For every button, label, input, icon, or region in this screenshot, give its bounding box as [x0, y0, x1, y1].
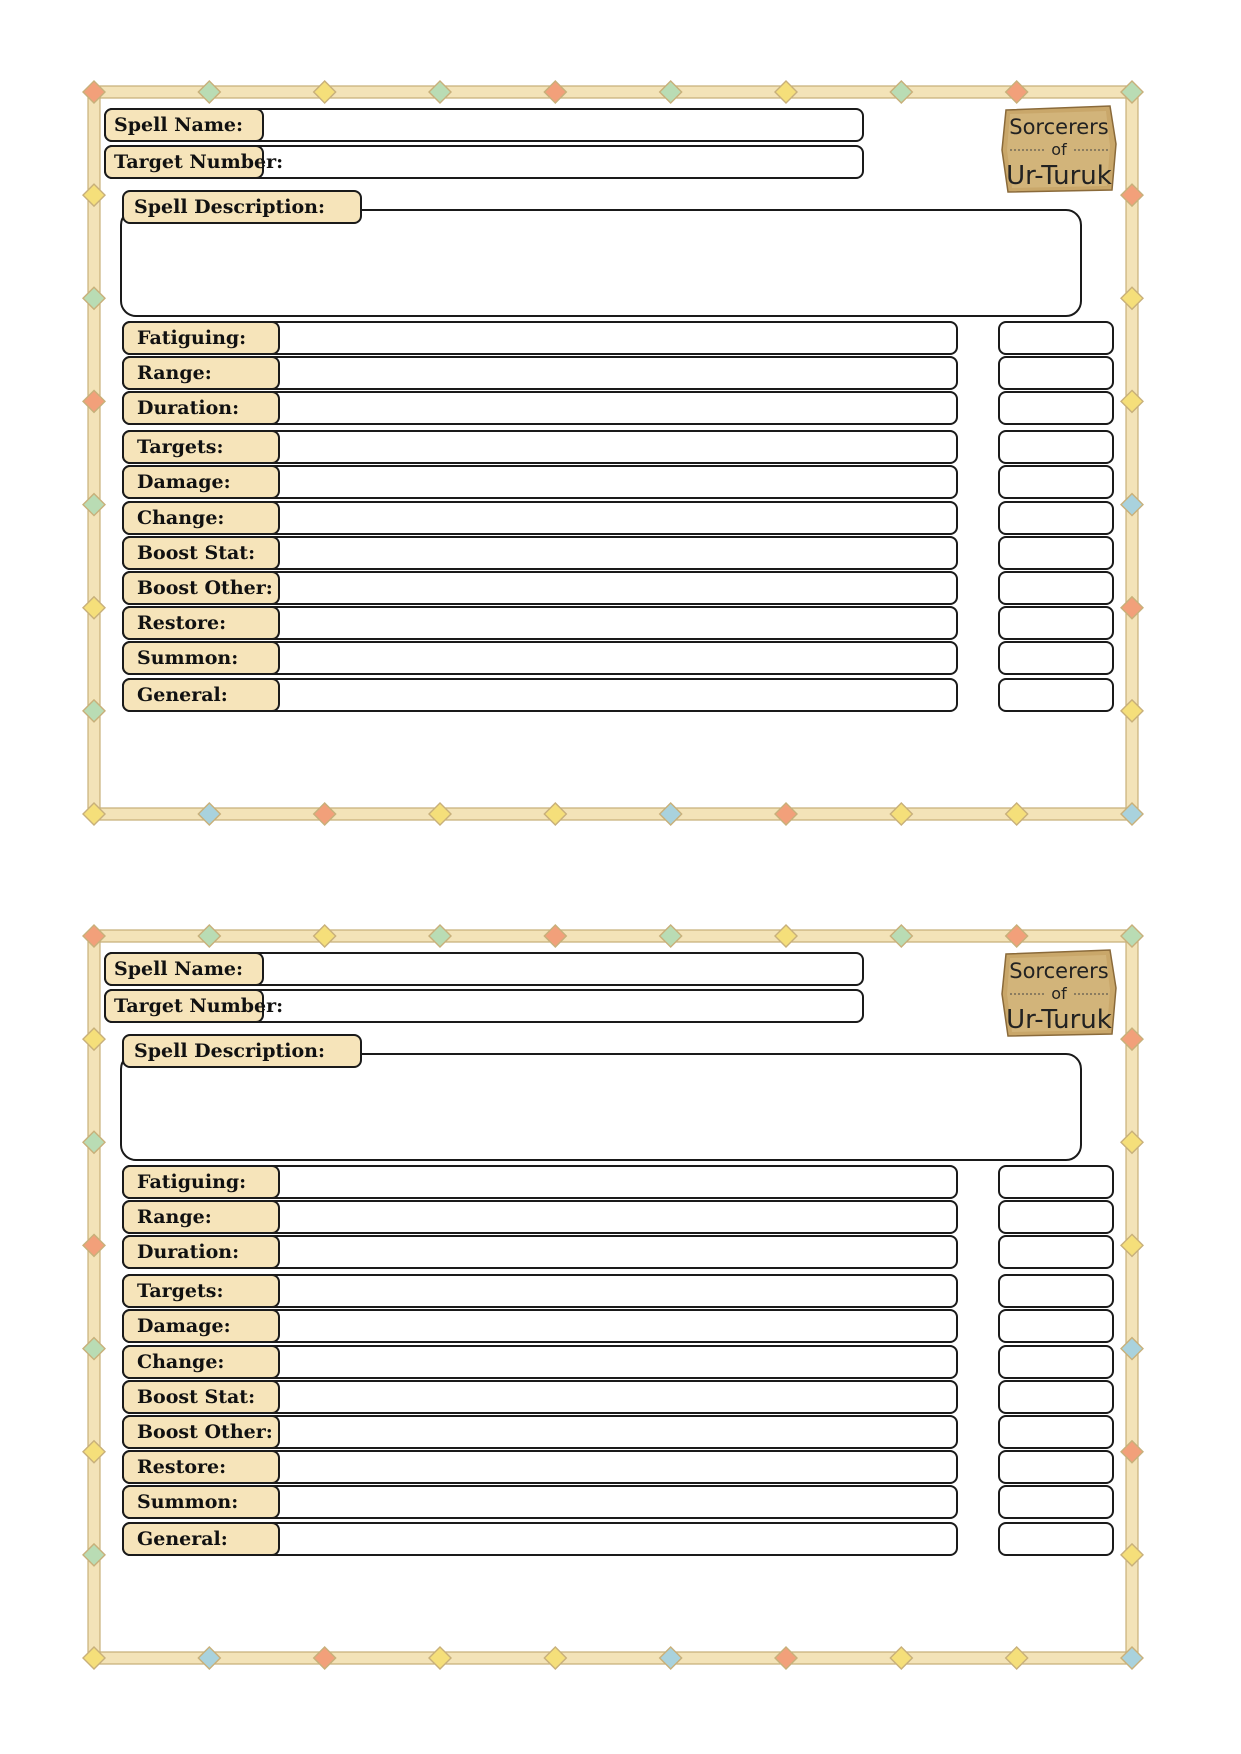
- frame-gem: [198, 925, 220, 947]
- frame-gem: [83, 1544, 105, 1566]
- tn-input-restore[interactable]: [998, 1450, 1114, 1484]
- frame-gem: [314, 81, 336, 103]
- frame-gem: [1121, 1338, 1143, 1360]
- frame-gem: [429, 81, 451, 103]
- condition-row-fatiguing[interactable]: [122, 321, 958, 355]
- tn-input-boost-stat[interactable]: [998, 1380, 1114, 1414]
- sorcerers-of-ur-turuk-logo: [1000, 948, 1118, 1038]
- frame-gem: [544, 925, 566, 947]
- tn-input-general[interactable]: [998, 678, 1114, 712]
- frame-gem: [83, 287, 105, 309]
- frame-gem: [1121, 925, 1143, 947]
- logo-line-2: of: [1051, 984, 1067, 1003]
- spell-card-2: [82, 922, 1158, 1678]
- tn-input-range[interactable]: [998, 1200, 1114, 1234]
- condition-row-duration[interactable]: [122, 1235, 958, 1269]
- frame-gem: [1121, 1441, 1143, 1463]
- condition-row-range[interactable]: [122, 1200, 958, 1234]
- logo-parchment: [1000, 104, 1118, 194]
- condition-row-fatiguing[interactable]: [122, 1165, 958, 1199]
- frame-gem: [544, 81, 566, 103]
- frame-gem: [83, 597, 105, 619]
- tn-input-damage[interactable]: [998, 465, 1114, 499]
- frame-gem: [83, 1441, 105, 1463]
- logo-line-2: of: [1051, 140, 1067, 159]
- frame-gem: [429, 925, 451, 947]
- sorcerers-of-ur-turuk-logo: [1000, 104, 1118, 194]
- frame-gem: [890, 803, 912, 825]
- frame-gem: [314, 803, 336, 825]
- condition-label-restore: Restore:: [122, 1450, 280, 1484]
- condition-label-restore: Restore:: [122, 606, 280, 640]
- frame-gem: [660, 81, 682, 103]
- spell-description-label: Spell Description:: [122, 1034, 362, 1068]
- condition-label-summon: Summon:: [122, 641, 280, 675]
- frame-gem: [775, 925, 797, 947]
- frame-gem: [660, 1647, 682, 1669]
- frame-gem: [775, 1647, 797, 1669]
- frame-gem: [83, 925, 105, 947]
- condition-row-restore[interactable]: [122, 1450, 958, 1484]
- spell-description-input[interactable]: [120, 1053, 1082, 1161]
- frame-gem: [83, 184, 105, 206]
- tn-input-targets[interactable]: [998, 430, 1114, 464]
- frame-gem: [1121, 597, 1143, 619]
- condition-row-boost-stat[interactable]: [122, 536, 958, 570]
- frame-gem: [1121, 1131, 1143, 1153]
- tn-input-boost-stat[interactable]: [998, 536, 1114, 570]
- frame-gem: [83, 390, 105, 412]
- tn-input-summon[interactable]: [998, 641, 1114, 675]
- frame-gem: [1121, 184, 1143, 206]
- condition-label-damage: Damage:: [122, 1309, 280, 1343]
- condition-row-summon[interactable]: [122, 641, 958, 675]
- frame-gem: [83, 1338, 105, 1360]
- condition-row-change[interactable]: [122, 1345, 958, 1379]
- condition-label-boost-stat: Boost Stat:: [122, 1380, 280, 1414]
- target-number-label: Target Number:: [104, 145, 264, 179]
- logo-line-1: Sorcerers: [1009, 115, 1109, 139]
- frame-gem: [1121, 700, 1143, 722]
- spell-name-label: Spell Name:: [104, 952, 264, 986]
- frame-gem: [1006, 925, 1028, 947]
- tn-input-targets[interactable]: [998, 1274, 1114, 1308]
- frame-gem: [1121, 287, 1143, 309]
- frame-gem: [83, 700, 105, 722]
- condition-row-general[interactable]: [122, 678, 958, 712]
- tn-input-duration[interactable]: [998, 1235, 1114, 1269]
- spell-name-label: Spell Name:: [104, 108, 264, 142]
- tn-input-boost-other[interactable]: [998, 571, 1114, 605]
- frame-gem: [1121, 390, 1143, 412]
- condition-label-boost-other: Boost Other:: [122, 1415, 280, 1449]
- tn-input-boost-other[interactable]: [998, 1415, 1114, 1449]
- frame-gem: [198, 81, 220, 103]
- condition-label-targets: Targets:: [122, 1274, 280, 1308]
- spell-name-field[interactable]: [104, 952, 864, 986]
- condition-row-change[interactable]: [122, 501, 958, 535]
- frame-gem: [1121, 1647, 1143, 1669]
- frame-gem: [314, 925, 336, 947]
- tn-input-damage[interactable]: [998, 1309, 1114, 1343]
- frame-gem: [83, 81, 105, 103]
- tn-input-restore[interactable]: [998, 606, 1114, 640]
- tn-input-change[interactable]: [998, 501, 1114, 535]
- condition-label-range: Range:: [122, 1200, 280, 1234]
- frame-gem: [660, 803, 682, 825]
- frame-gem: [83, 803, 105, 825]
- frame-gem: [1121, 1028, 1143, 1050]
- frame-gem: [1006, 81, 1028, 103]
- condition-label-range: Range:: [122, 356, 280, 390]
- target-number-label: Target Number:: [104, 989, 264, 1023]
- tn-input-general[interactable]: [998, 1522, 1114, 1556]
- condition-row-boost-stat[interactable]: [122, 1380, 958, 1414]
- frame-gem: [544, 1647, 566, 1669]
- frame-gem: [83, 1028, 105, 1050]
- frame-gem: [1121, 803, 1143, 825]
- frame-gem: [314, 1647, 336, 1669]
- frame-gem: [83, 1234, 105, 1256]
- condition-label-duration: Duration:: [122, 391, 280, 425]
- frame-gem: [83, 1647, 105, 1669]
- frame-gem: [890, 81, 912, 103]
- spell-description-input[interactable]: [120, 209, 1082, 317]
- condition-row-damage[interactable]: [122, 1309, 958, 1343]
- condition-row-boost-other[interactable]: [122, 571, 958, 605]
- tn-input-range[interactable]: [998, 356, 1114, 390]
- frame-gem: [429, 803, 451, 825]
- frame-gem: [1121, 1544, 1143, 1566]
- condition-row-restore[interactable]: [122, 606, 958, 640]
- condition-row-summon[interactable]: [122, 1485, 958, 1519]
- frame-gem: [775, 803, 797, 825]
- condition-label-boost-other: Boost Other:: [122, 571, 280, 605]
- logo-line-3: Ur-Turuk: [1006, 1005, 1112, 1035]
- tn-input-summon[interactable]: [998, 1485, 1114, 1519]
- frame-gem: [660, 925, 682, 947]
- target-number-field[interactable]: [104, 145, 864, 179]
- tn-input-duration[interactable]: [998, 391, 1114, 425]
- condition-label-change: Change:: [122, 501, 280, 535]
- frame-gem: [83, 1131, 105, 1153]
- frame-gem: [775, 81, 797, 103]
- condition-row-boost-other[interactable]: [122, 1415, 958, 1449]
- frame-gem: [1006, 1647, 1028, 1669]
- condition-row-range[interactable]: [122, 356, 958, 390]
- condition-row-damage[interactable]: [122, 465, 958, 499]
- tn-input-fatiguing[interactable]: [998, 321, 1114, 355]
- frame-bar: [94, 86, 1132, 98]
- condition-label-summon: Summon:: [122, 1485, 280, 1519]
- logo-parchment: [1000, 948, 1118, 1038]
- condition-row-general[interactable]: [122, 1522, 958, 1556]
- frame-bar: [94, 808, 1132, 820]
- spell-description-label: Spell Description:: [122, 190, 362, 224]
- frame-gem: [1121, 81, 1143, 103]
- spell-name-field[interactable]: [104, 108, 864, 142]
- frame-gem: [1121, 1234, 1143, 1256]
- condition-label-general: General:: [122, 1522, 280, 1556]
- frame-gem: [1121, 494, 1143, 516]
- frame-gem: [544, 803, 566, 825]
- condition-row-targets[interactable]: [122, 430, 958, 464]
- frame-gem: [890, 1647, 912, 1669]
- condition-label-fatiguing: Fatiguing:: [122, 321, 280, 355]
- frame-gem: [198, 803, 220, 825]
- tn-input-fatiguing[interactable]: [998, 1165, 1114, 1199]
- logo-line-3: Ur-Turuk: [1006, 161, 1112, 191]
- frame-gem: [83, 494, 105, 516]
- condition-row-duration[interactable]: [122, 391, 958, 425]
- condition-label-fatiguing: Fatiguing:: [122, 1165, 280, 1199]
- condition-label-boost-stat: Boost Stat:: [122, 536, 280, 570]
- frame-gem: [1006, 803, 1028, 825]
- condition-label-general: General:: [122, 678, 280, 712]
- condition-label-damage: Damage:: [122, 465, 280, 499]
- target-number-field[interactable]: [104, 989, 864, 1023]
- spell-card-1: [82, 78, 1158, 834]
- frame-gem: [429, 1647, 451, 1669]
- frame-gem: [890, 925, 912, 947]
- frame-bar: [94, 930, 1132, 942]
- tn-input-change[interactable]: [998, 1345, 1114, 1379]
- condition-row-targets[interactable]: [122, 1274, 958, 1308]
- condition-label-targets: Targets:: [122, 430, 280, 464]
- logo-line-1: Sorcerers: [1009, 959, 1109, 983]
- frame-gem: [198, 1647, 220, 1669]
- frame-bar: [94, 1652, 1132, 1664]
- condition-label-change: Change:: [122, 1345, 280, 1379]
- condition-label-duration: Duration:: [122, 1235, 280, 1269]
